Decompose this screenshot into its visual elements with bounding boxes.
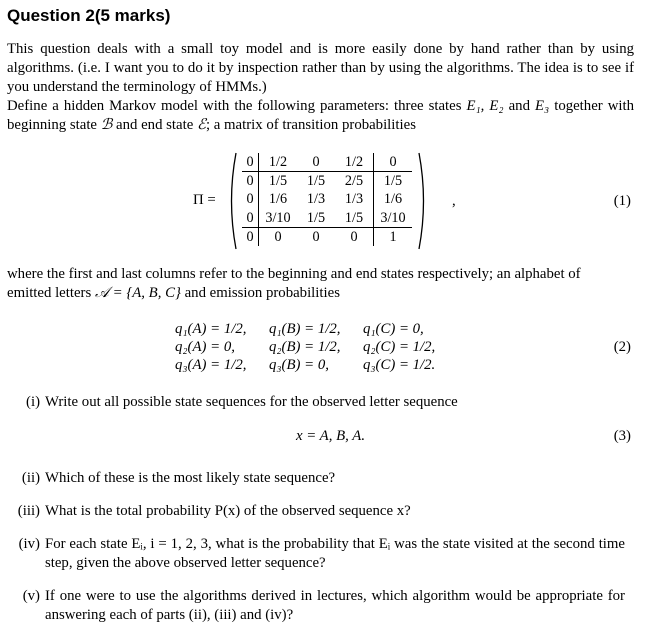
emission-cell: q₃(C) = 1/2.	[363, 357, 436, 373]
emission-row	[175, 320, 441, 338]
matrix-cell: 0	[374, 153, 413, 172]
matrix-comma: ,	[452, 193, 456, 209]
matrix-cell: 0	[297, 153, 335, 172]
intro-paragraph	[7, 40, 634, 135]
matrix-cell: 3/10	[374, 209, 413, 228]
matrix-cell: 1	[374, 227, 413, 246]
sequence-equation: x = A, B, A.	[296, 428, 366, 444]
emission-row	[175, 338, 441, 356]
matrix-cell: 3/10	[265, 209, 291, 226]
matrix-row	[242, 209, 412, 228]
matrix-cell: 1/6	[374, 190, 413, 208]
matrix-row	[242, 153, 412, 172]
intro-text: This question deals with a small toy model and is more easily done by hand rather than by using algorithms. (i.e. I want you to do it by inspection rather than by using the algorithms. The idea is to see if you understand the terminology of HMMs.)	[7, 41, 634, 95]
emission-cell: q₂(B) = 1/2,	[269, 339, 341, 355]
right-paren-icon	[417, 152, 429, 250]
matrix-cell: 1/5	[374, 172, 413, 191]
matrix-cell: 1/5	[268, 173, 288, 190]
matrix-cell: 0	[242, 227, 259, 246]
eq-number-2: (2)	[613, 339, 631, 355]
matrix-cell: 1/2	[259, 153, 298, 172]
emission-cell: q₂(C) = 1/2,	[363, 339, 436, 355]
question-heading: Question 2(5 marks)	[7, 6, 171, 25]
where-paragraph: where the first and last columns refer to the beginning and end states respectively; an alphabet of emitted letters 𝒜 = {A, B, C} and emission probabilities	[7, 266, 581, 301]
matrix-cell: 0	[242, 153, 259, 172]
matrix-cell: 1/2	[335, 153, 374, 172]
question-page: Question 2(5 marks) This question deals with a small toy model and is more easily done by hand rather than by using algorithms. (i.e. I want you to do it by inspection rather than by using the algorithms. The idea is to see if you understand the terminology of HMMs.) Define a hidden Markov model with the following parameters: three states E₁, E₂ and E₃ together with beginning state ℬ and end state ℰ; a matrix of transition probabilities Π = 0 1/2 0 1/2 0 0 1/5 1/5 2/5 1/5 0 1/6 1/3 1/3 1/6 0 3/10 1/5 1/5 3/10 0 0 0 0 1 , (1) where the first and last columns refer to the beginning and end states respectively; an alphabet of emitted letters 𝒜 = {A, B, C} and emission probabilities q₁(A) = 1/2, q₁(B) = 1/2, q₁(C) = 0, q₂(A) = 0, q₂(B) = 1/2, q₂(C) = 1/2, q₃(A) = 1/2, q₃(B) = 0, q₃(C) = 1/2. (2) (i) Write out all possible state sequences for the observed letter sequence x = A, B, A. (3) (ii) Which of these is the most likely state sequence? (iii) What is the total probability P(x) of the observed sequence x? (iv) For each state Eᵢ, i = 1, 2, 3, what is the probability that Eᵢ was the state visited at the second time step, given the above observed letter sequence? (v) If one were to use the algorithms derived in lectures, which algorithm would be appropriate for answering each of parts (ii), (iii) and (iv)?	[7, 6, 635, 623]
matrix-cell: 1/5	[344, 209, 364, 226]
emission-probabilities	[175, 320, 441, 374]
eq-number-3: (3)	[613, 428, 631, 444]
emission-cell: q₃(A) = 1/2,	[175, 357, 247, 373]
emission-cell: q₁(C) = 0,	[363, 321, 424, 337]
emission-cell: q₁(A) = 1/2,	[175, 321, 247, 337]
matrix-row	[242, 172, 412, 191]
matrix-cell: 1/5	[306, 209, 326, 226]
matrix-cell: 1/3	[306, 191, 326, 208]
matrix-cell: 0	[242, 209, 259, 228]
matrix-row	[242, 227, 412, 246]
emission-cell: q₃(B) = 0,	[269, 357, 329, 373]
emission-row	[175, 356, 441, 374]
left-paren-icon	[226, 152, 238, 250]
matrix-cell: 0	[242, 190, 259, 208]
emission-cell: q₂(A) = 0,	[175, 339, 235, 355]
alphabet: 𝒜 = {A, B, C}	[94, 285, 181, 301]
matrix-cell: 2/5	[344, 173, 364, 190]
matrix-cell: 0	[242, 172, 259, 191]
matrix-cell: 1/3	[344, 191, 364, 208]
transition-matrix	[190, 152, 440, 250]
matrix-cell: 1/6	[268, 191, 288, 208]
matrix-grid	[242, 153, 412, 246]
eq-number-1: (1)	[613, 193, 631, 209]
matrix-cell: 0	[259, 227, 298, 246]
matrix-cell: 0	[297, 227, 335, 246]
matrix-row	[242, 190, 412, 208]
matrix-label: Π =	[193, 192, 216, 208]
define-text: Define a hidden Markov model with the following parameters: three states E₁, E₂ and E₃ together with beginning state ℬ and end state ℰ; a matrix of transition probabilities	[7, 98, 635, 133]
matrix-cell: 0	[335, 227, 374, 246]
emission-cell: q₁(B) = 1/2,	[269, 321, 341, 337]
matrix-cell: 1/5	[306, 173, 326, 190]
where-line-1: where the first and last columns refer to the beginning and end states respectively; an alphabet of	[7, 266, 581, 282]
